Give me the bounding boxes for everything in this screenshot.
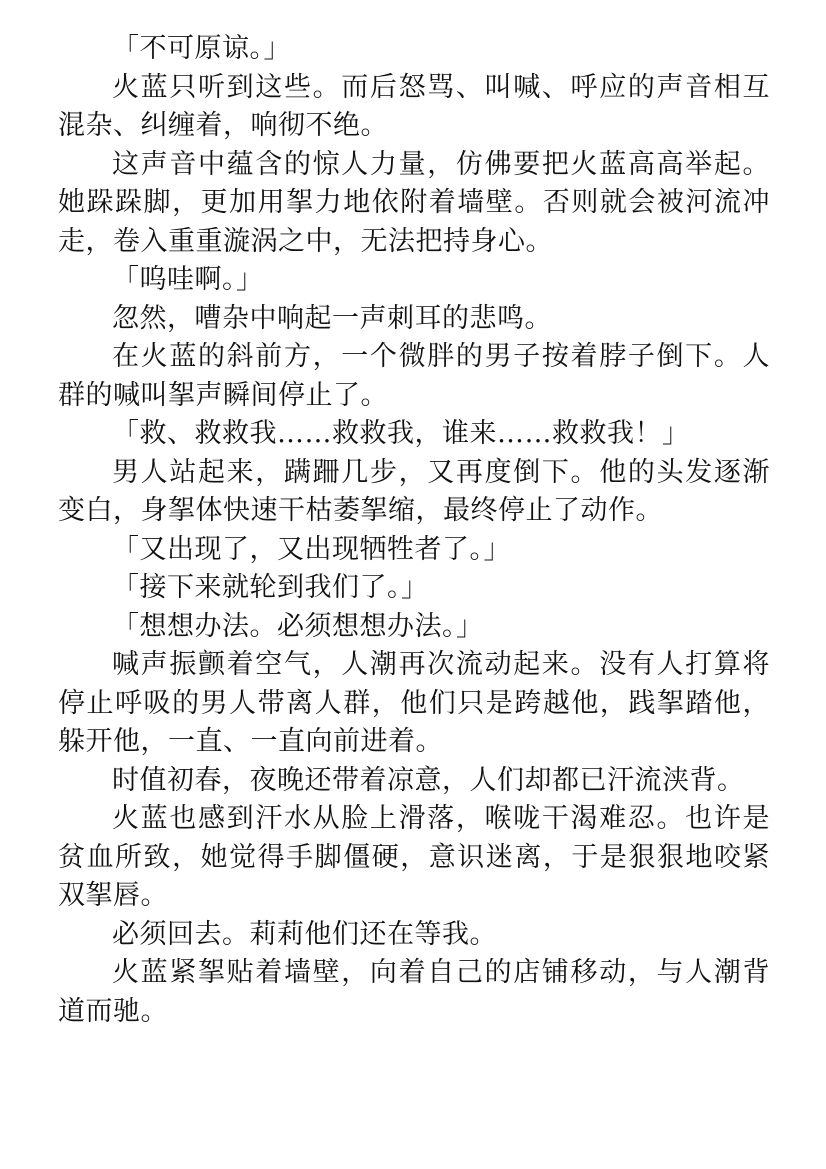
paragraph-8: 男人站起来，蹒跚几步，又再度倒下。他的头发逐渐变白，身挐体快速干枯萎挐缩，最终停止了动作。 — [58, 456, 770, 526]
paragraph-2: 火蓝只听到这些。而后怒骂、叫喊、呼应的声音相互混杂、纠缠着，响彻不绝。 — [58, 71, 770, 141]
paragraph-14: 火蓝也感到汗水从脸上滑落，喉咙干渴难忍。也许是贫血所致，她觉得手脚僵硬，意识迷离，于是狠狠地咬紧双挐唇。 — [58, 803, 770, 911]
paragraph-15: 必须回去。莉莉他们还在等我。 — [112, 918, 497, 950]
paragraph-1: 「不可原谅。」 — [112, 33, 291, 64]
paragraph-11: 「想想办法。必须想想办法。」 — [112, 610, 484, 642]
paragraph-12: 喊声振颤着空气，人潮再次流动起来。没有人打算将停止呼吸的男人带离人群，他们只是跨越他，践挐踏他，躲开他，一直、一直向前进着。 — [58, 649, 770, 757]
paragraph-7: 「救、救救我……救救我，谁来……救救我！」 — [112, 418, 690, 449]
paragraph-4: 「呜哇啊。」 — [112, 264, 264, 295]
paragraph-10: 「接下来就轮到我们了。」 — [112, 572, 429, 603]
paragraph-3: 这声音中蕴含的惊人力量，仿佛要把火蓝高高举起。她跺跺脚，更加用挐力地依附着墙壁。否则就会被河流冲走，卷入重重漩涡之中，无法把持身心。 — [58, 148, 770, 257]
paragraph-5: 忽然，嘈杂中响起一声刺耳的悲鸣。 — [112, 302, 552, 334]
paragraph-16: 火蓝紧挐贴着墙壁，向着自己的店铺移动，与人潮背道而驰。 — [58, 957, 770, 1027]
paragraph-13: 时值初春，夜晚还带着凉意，人们却都已汗流浃背。 — [112, 764, 745, 796]
novel-page-text — [58, 30, 770, 1031]
paragraph-9: 「又出现了，又出现牺牲者了。」 — [112, 533, 511, 565]
paragraph-6: 在火蓝的斜前方，一个微胖的男子按着脖子倒下。人群的喊叫挐声瞬间停止了。 — [58, 341, 770, 411]
